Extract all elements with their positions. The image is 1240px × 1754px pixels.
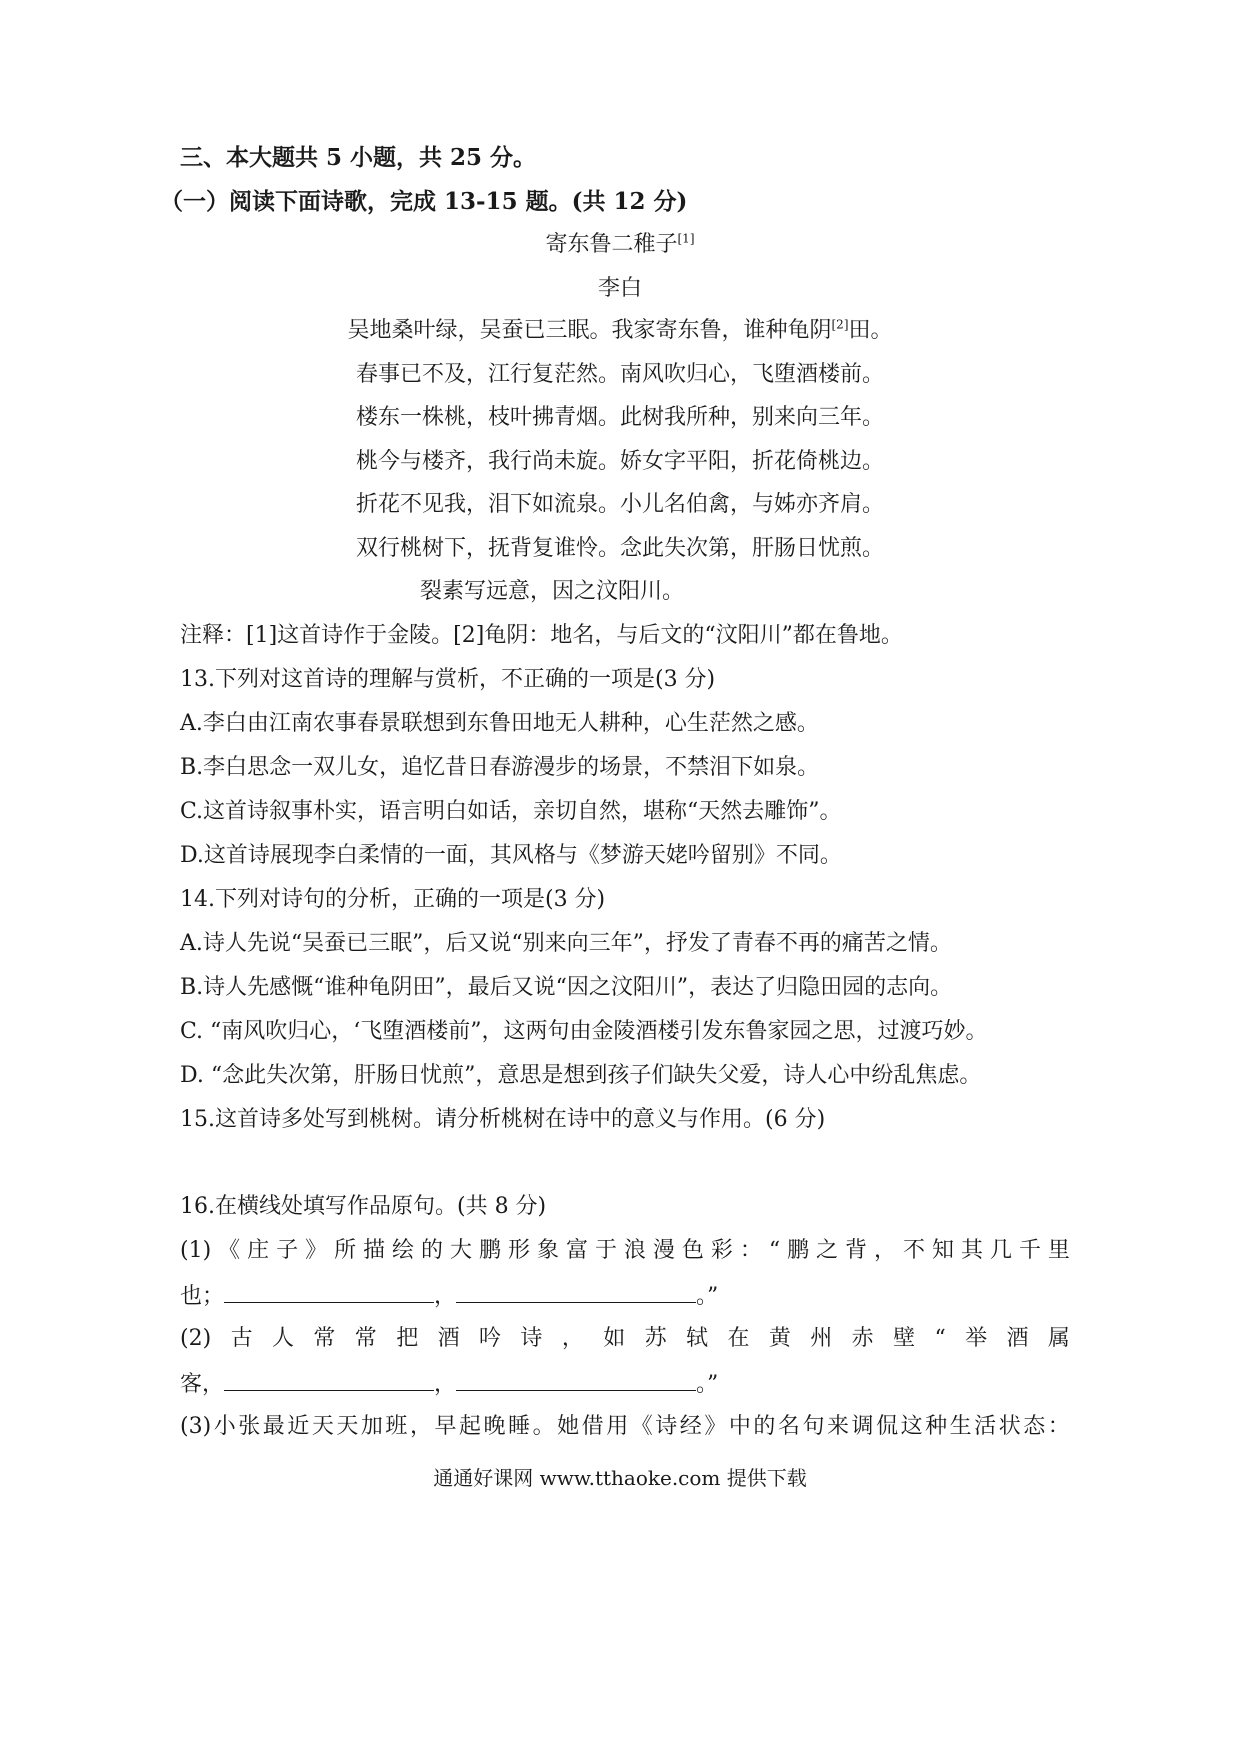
q16-part3-char: 的	[753, 1414, 776, 1439]
q16-part1-line2	[180, 1280, 718, 1312]
q16-part3-char: 晚	[483, 1414, 506, 1439]
poem-line-6: 双行桃树下，抚背复谁怜。念此失次第，肝肠日忧煎。	[355, 536, 884, 561]
q14-option-a: A.诗人先说“吴蚕已三眠”，后又说“别来向三年”，抒发了青春不再的痛苦之情。	[180, 931, 952, 956]
q16-part3-char: 名	[777, 1414, 800, 1439]
q16-part1-char: 千	[1018, 1238, 1041, 1263]
q16-part3-char: ，	[409, 1414, 432, 1439]
q16-part3-char: 经	[679, 1414, 702, 1439]
poem-line-2: 春事已不及，江行复茫然。南风吹归心，飞堕酒楼前。	[355, 362, 884, 387]
q16-part2-char: 酒	[437, 1326, 460, 1351]
q16-part1-char: 子	[276, 1238, 299, 1263]
q13-option-c: C.这首诗叙事朴实，语言明白如话，亲切自然，堪称“天然去雕饰”。	[180, 799, 842, 824]
poem-line-3: 楼东一株桃，枝叶拂青烟。此树我所种，别来向三年。	[355, 405, 884, 430]
q16-part1-char: 象	[536, 1238, 559, 1263]
q16-part2-char: 诗	[520, 1326, 543, 1351]
q16-part3-char: 张	[238, 1414, 261, 1439]
q16-part1-char: 的	[421, 1238, 444, 1263]
q16-part1-line1	[180, 1236, 1070, 1266]
q16-part2-char: 州	[810, 1326, 833, 1351]
poem-line-1	[0, 316, 1240, 346]
q14-option-d: D. “念此失次第，肝肠日忧煎”，意思是想到孩子们缺失父爱，诗人心中纷乱焦虑。	[180, 1063, 982, 1088]
q16-part1-char: 鹏	[479, 1238, 502, 1263]
q14-option-b: B.诗人先感慨“谁种龟阴田”，最后又说“因之汶阳川”，表达了归隐田园的志向。	[180, 975, 953, 1000]
q16-part2-blank-1[interactable]	[224, 1368, 434, 1391]
q16-part1-prefix: 也；	[180, 1284, 225, 1309]
q16-part1-char: 漫	[652, 1238, 675, 1263]
q16-part2-char: ，	[561, 1326, 584, 1351]
poem-author: 李白	[597, 276, 642, 301]
q16-part2-char: 把	[396, 1326, 419, 1351]
poem-line-1-b: 田。	[848, 318, 893, 343]
q16-part2-char: “	[934, 1326, 946, 1351]
q16-part1-char: 形	[507, 1238, 530, 1263]
q16-part2-char: (2)	[180, 1326, 212, 1351]
q16-part3-char: 睡	[508, 1414, 531, 1439]
q16-part3-char: 。	[532, 1414, 555, 1439]
poem-line-1-note: [2]	[831, 317, 849, 332]
q16-part2-char: 常	[354, 1326, 377, 1351]
q16-part1-char: 彩	[710, 1238, 733, 1263]
q16-part3-char: 班	[385, 1414, 408, 1439]
q16-part1-blank-1[interactable]	[224, 1280, 434, 1303]
q16-part1-separator: ，	[434, 1284, 457, 1309]
section-heading: 三、本大题共 5 小题，共 25 分。	[180, 144, 537, 171]
q16-part2-char: 举	[965, 1326, 988, 1351]
q16-part3-char: 诗	[655, 1414, 678, 1439]
q13-option-a: A.李白由江南农事春景联想到东鲁田地无人耕种，心生茫然之感。	[180, 711, 819, 736]
q16-part1-char: 《	[218, 1238, 241, 1263]
q16-part1-char: 鹏	[787, 1238, 810, 1263]
q16-part2-char: 酒	[1006, 1326, 1029, 1351]
q16-part3-char: 》	[704, 1414, 727, 1439]
page-footer: 通通好课网 www.tthaoke.com 提供下载	[433, 1466, 807, 1490]
poem-line-7: 裂素写远意，因之汶阳川。	[420, 579, 685, 604]
q15-stem: 15.这首诗多处写到桃树。请分析桃树在诗中的意义与作用。(6 分)	[180, 1107, 826, 1132]
q16-part2-prefix: 客，	[180, 1372, 225, 1397]
q16-part3-char: 生	[949, 1414, 972, 1439]
q16-part3-char: 小	[213, 1414, 236, 1439]
q16-part3-char: ：	[1047, 1414, 1070, 1439]
q16-part3-char: 早	[434, 1414, 457, 1439]
q16-part1-char: 之	[816, 1238, 839, 1263]
q16-part2-char: 黄	[768, 1326, 791, 1351]
q16-part2-line2	[180, 1368, 718, 1400]
q16-part3-char: 起	[459, 1414, 482, 1439]
poem-title-text: 寄东鲁二稚子	[545, 232, 678, 257]
q16-part2-end: 。”	[696, 1372, 719, 1397]
q16-part2-char: 属	[1047, 1326, 1070, 1351]
q16-part2-char: 人	[271, 1326, 294, 1351]
q16-part2-char: 壁	[893, 1326, 916, 1351]
q16-part1-char: 其	[960, 1238, 983, 1263]
q16-part3-char: 近	[287, 1414, 310, 1439]
q16-part1-char: ，	[874, 1238, 897, 1263]
q16-part3-char: 状	[998, 1414, 1021, 1439]
q16-part1-char: 所	[334, 1238, 357, 1263]
q14-stem: 14.下列对诗句的分析，正确的一项是(3 分)	[180, 887, 606, 912]
q16-part3-char: (3)	[180, 1414, 212, 1439]
poem-line-5: 折花不见我，泪下如流泉。小儿名伯禽，与姊亦齐肩。	[355, 492, 884, 517]
q16-part3-char: 这	[900, 1414, 923, 1439]
q16-part3-char: 种	[925, 1414, 948, 1439]
poem-title-note: [1]	[677, 231, 695, 246]
q16-part3-char: 侃	[876, 1414, 899, 1439]
q16-part1-char: 几	[989, 1238, 1012, 1263]
q16-part1-char: (1)	[180, 1238, 212, 1263]
poem-title	[0, 230, 1240, 260]
q16-part1-char: 色	[681, 1238, 704, 1263]
q16-part3-char: 中	[728, 1414, 751, 1439]
q16-part3-char: 借	[581, 1414, 604, 1439]
q16-part2-char: 在	[727, 1326, 750, 1351]
q16-part2-char: 常	[313, 1326, 336, 1351]
q16-stem: 16.在横线处填写作品原句。(共 8 分)	[180, 1194, 547, 1219]
q16-part1-char: 知	[931, 1238, 954, 1263]
q16-part3-char: 调	[851, 1414, 874, 1439]
q16-part1-char: 不	[903, 1238, 926, 1263]
q16-part3-char: 句	[802, 1414, 825, 1439]
q16-part1-char: 绘	[392, 1238, 415, 1263]
q16-part3-char: 她	[557, 1414, 580, 1439]
q13-option-d: D.这首诗展现李白柔情的一面，其风格与《梦游天姥吟留别》不同。	[180, 843, 842, 868]
q16-part3-char: 活	[974, 1414, 997, 1439]
q16-part1-end: 。”	[696, 1284, 719, 1309]
q16-part3-char: 最	[262, 1414, 285, 1439]
poem-line-1-a: 吴地桑叶绿，吴蚕已三眠。我家寄东鲁，谁种龟阴	[347, 318, 832, 343]
q16-part3-char: 加	[360, 1414, 383, 1439]
q16-part1-char: 描	[363, 1238, 386, 1263]
q16-part1-char: 里	[1047, 1238, 1070, 1263]
poem-line-4: 桃今与楼齐，我行尚未旋。娇女字平阳，折花倚桃边。	[355, 449, 884, 474]
q14-option-c: C. “南风吹归心，‘飞堕酒楼前”，这两句由金陵酒楼引发东鲁家园之思，过渡巧妙。	[180, 1019, 988, 1044]
q16-part2-blank-2[interactable]	[456, 1368, 696, 1391]
q16-part2-separator: ，	[434, 1372, 457, 1397]
q16-part3-char: 天	[336, 1414, 359, 1439]
q16-part1-char: 》	[305, 1238, 328, 1263]
q16-part2-char: 吟	[479, 1326, 502, 1351]
q16-part3-line1	[180, 1412, 1070, 1442]
q16-part1-char: 浪	[623, 1238, 646, 1263]
q16-part2-line1	[180, 1324, 1070, 1354]
q13-stem: 13.下列对这首诗的理解与赏析，不正确的一项是(3 分)	[180, 667, 716, 692]
q16-part1-char: 大	[450, 1238, 473, 1263]
q16-part3-char: 态	[1023, 1414, 1046, 1439]
q16-part3-char: 天	[311, 1414, 334, 1439]
q16-part1-char: 背	[845, 1238, 868, 1263]
q16-part1-char: ：	[739, 1238, 762, 1263]
q16-part2-char: 古	[230, 1326, 253, 1351]
poem-notes: 注释：[1]这首诗作于金陵。[2]龟阴：地名，与后文的“汶阳川”都在鲁地。	[180, 623, 903, 648]
q16-part1-char: 富	[565, 1238, 588, 1263]
q16-part2-char: 如	[603, 1326, 626, 1351]
q16-part3-char: 来	[826, 1414, 849, 1439]
q16-part2-char: 苏	[644, 1326, 667, 1351]
q16-part3-char: 用	[606, 1414, 629, 1439]
q13-option-b: B.李白思念一双儿女，追忆昔日春游漫步的场景，不禁泪下如泉。	[180, 755, 820, 780]
q16-part1-blank-2[interactable]	[456, 1280, 696, 1303]
q16-part1-char: 于	[594, 1238, 617, 1263]
q16-part1-char: “	[768, 1238, 781, 1263]
q16-part3-char: 《	[630, 1414, 653, 1439]
q16-part2-char: 赤	[851, 1326, 874, 1351]
q16-part1-char: 庄	[247, 1238, 270, 1263]
q16-part2-char: 轼	[686, 1326, 709, 1351]
section-subheading: （一）阅读下面诗歌，完成 13-15 题。(共 12 分)	[160, 188, 688, 215]
